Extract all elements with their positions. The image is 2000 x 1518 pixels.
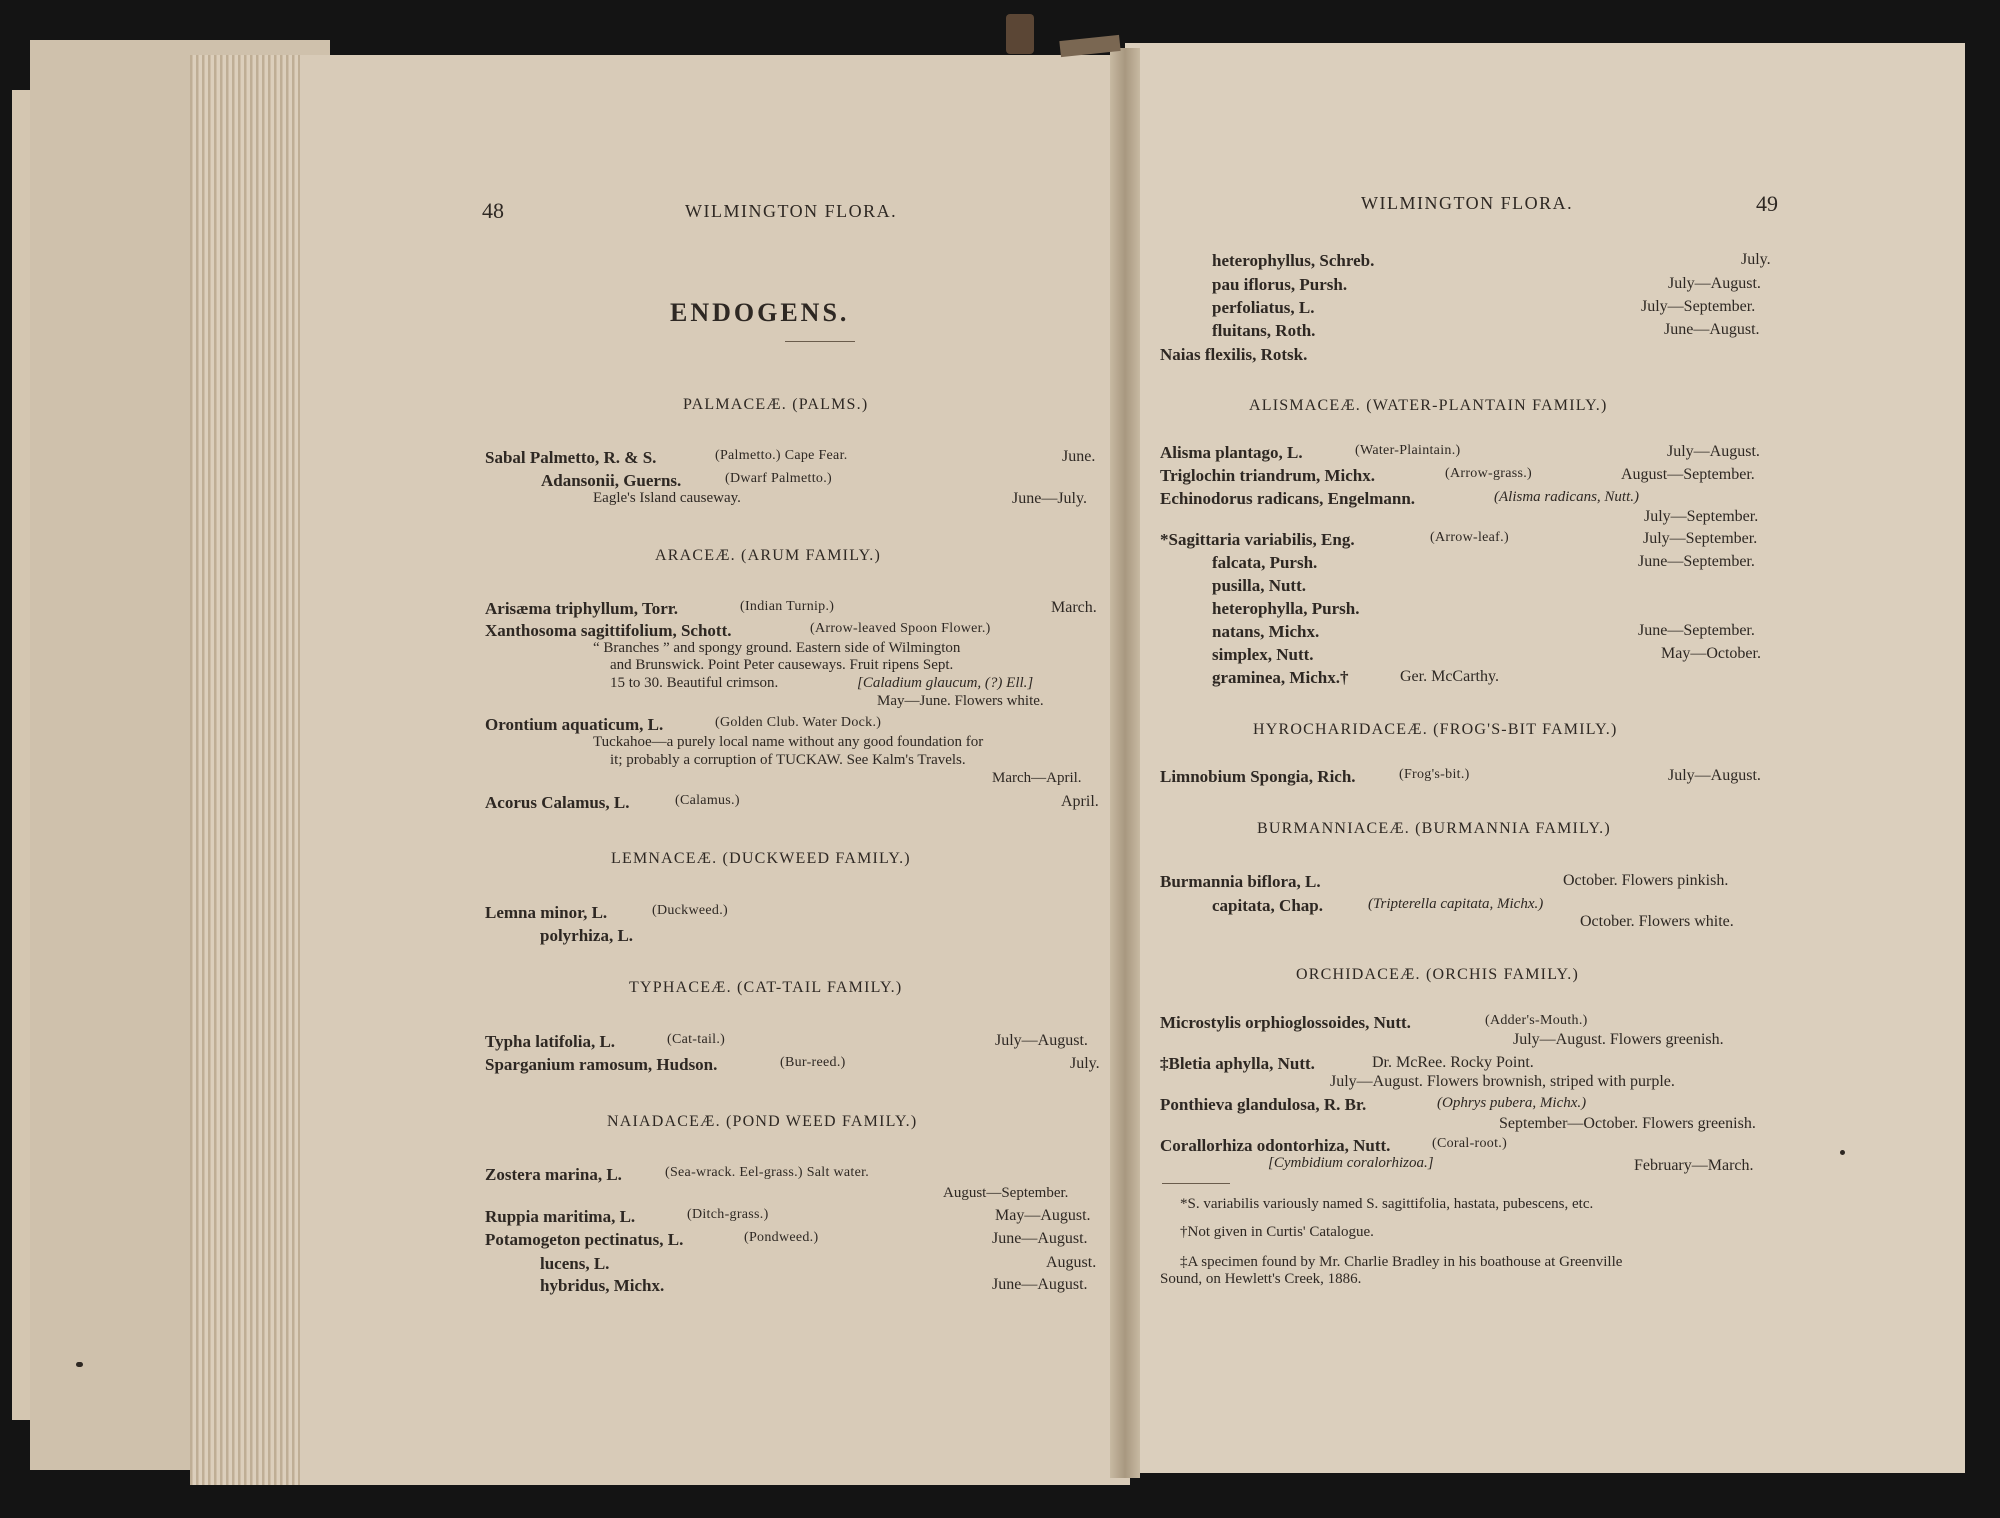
- species-name: Corallorhiza odontorhiza, Nutt.: [1160, 1136, 1391, 1155]
- family-heading: HYROCHARIDACEÆ. (FROG'S-BIT FAMILY.): [1253, 721, 1618, 738]
- flowering-time: July—September.: [1643, 530, 1758, 547]
- synonym-note: (Ophrys pubera, Michx.): [1437, 1095, 1587, 1111]
- flowering-time: June—September.: [1638, 553, 1755, 570]
- species-detail: (Calamus.): [675, 793, 740, 808]
- species-name: heterophylla, Pursh.: [1212, 599, 1360, 618]
- flowering-time: October. Flowers pinkish.: [1563, 872, 1729, 889]
- family-heading: ALISMACEÆ. (WATER-PLANTAIN FAMILY.): [1249, 397, 1608, 414]
- footnote: Sound, on Hewlett's Creek, 1886.: [1160, 1271, 1362, 1287]
- species-name: Typha latifolia, L.: [485, 1032, 616, 1051]
- synonym-note: (Tripterella capitata, Michx.): [1368, 896, 1544, 912]
- divider-rule: [785, 341, 855, 342]
- page-number: 49: [1756, 191, 1778, 216]
- flowering-time: October. Flowers white.: [1580, 913, 1734, 930]
- flowering-time: July—August.: [1668, 767, 1761, 784]
- flowering-time: June—August.: [1664, 321, 1760, 338]
- family-heading: LEMNACEÆ. (DUCKWEED FAMILY.): [611, 850, 911, 867]
- species-detail: it; probably a corruption of TUCKAW. See Kalm's Travels.: [610, 752, 966, 768]
- species-name: Triglochin triandrum, Michx.: [1160, 466, 1376, 485]
- species-name: natans, Michx.: [1212, 622, 1320, 641]
- synonym-note: (Alisma radicans, Nutt.): [1494, 489, 1639, 505]
- species-detail: (Indian Turnip.): [740, 599, 835, 614]
- species-name: Acorus Calamus, L.: [485, 793, 630, 812]
- species-detail: 15 to 30. Beautiful crimson.: [610, 675, 779, 691]
- bookmark-tab: [1006, 14, 1034, 54]
- species-detail: Eagle's Island causeway.: [593, 490, 741, 506]
- species-name: Microstylis orphioglossoides, Nutt.: [1160, 1013, 1411, 1032]
- species-detail: (Adder's-Mouth.): [1485, 1013, 1588, 1028]
- flowering-time: June.: [1062, 448, 1096, 465]
- flowering-time: March.: [1051, 599, 1097, 616]
- species-detail: (Cat-tail.): [667, 1032, 726, 1047]
- species-name: Potamogeton pectinatus, L.: [485, 1230, 684, 1249]
- flowering-time: August—September.: [943, 1185, 1069, 1201]
- species-name: capitata, Chap.: [1212, 896, 1323, 915]
- running-head: WILMINGTON FLORA.: [1361, 193, 1574, 213]
- species-detail: and Brunswick. Point Peter causeways. Fruit ripens Sept.: [610, 657, 954, 673]
- species-name: fluitans, Roth.: [1212, 321, 1316, 340]
- flowering-time: February—March.: [1634, 1157, 1754, 1174]
- footnote: *S. variabilis variously named S. sagittifolia, hastata, pubescens, etc.: [1180, 1196, 1594, 1212]
- species-name: falcata, Pursh.: [1212, 553, 1318, 572]
- ink-speck: [1840, 1150, 1845, 1155]
- species-name: heterophyllus, Schreb.: [1212, 251, 1375, 270]
- flowering-time: April.: [1061, 793, 1099, 810]
- family-heading: PALMACEÆ. (PALMS.): [683, 396, 869, 413]
- species-detail: (Coral-root.): [1432, 1136, 1508, 1151]
- species-detail: Tuckahoe—a purely local name without any good foundation for: [593, 734, 984, 750]
- flowering-time: May—June. Flowers white.: [877, 693, 1044, 709]
- species-name: Burmannia biflora, L.: [1160, 872, 1321, 891]
- flowering-time: September—October. Flowers greenish.: [1499, 1115, 1756, 1132]
- flowering-time: June—July.: [1012, 490, 1087, 507]
- species-name: perfoliatus, L.: [1212, 298, 1315, 317]
- section-title: ENDOGENS.: [670, 298, 850, 327]
- species-detail: (Pondweed.): [744, 1230, 819, 1245]
- flowering-time: March—April.: [992, 770, 1082, 786]
- species-name: hybridus, Michx.: [540, 1276, 665, 1295]
- family-heading: ORCHIDACEÆ. (ORCHIS FAMILY.): [1296, 966, 1579, 983]
- species-detail: (Water-Plaintain.): [1355, 443, 1461, 458]
- species-name: *Sagittaria variabilis, Eng.: [1160, 530, 1355, 549]
- species-detail: (Palmetto.) Cape Fear.: [715, 448, 848, 463]
- synonym-note: [Caladium glaucum, (?) Ell.]: [857, 675, 1034, 691]
- species-detail: (Frog's-bit.): [1399, 767, 1470, 782]
- species-name: polyrhiza, L.: [540, 926, 634, 945]
- family-heading: BURMANNIACEÆ. (BURMANNIA FAMILY.): [1257, 820, 1611, 837]
- running-head: WILMINGTON FLORA.: [685, 201, 898, 221]
- footnote: ‡A specimen found by Mr. Charlie Bradley in his boathouse at Greenville: [1180, 1254, 1623, 1270]
- flowering-time: July—August. Flowers brownish, striped with purple.: [1330, 1073, 1675, 1090]
- species-detail: Ger. McCarthy.: [1400, 668, 1499, 685]
- flowering-time: August—September.: [1621, 466, 1755, 483]
- species-detail: (Arrow-leaved Spoon Flower.): [810, 621, 991, 636]
- species-name: simplex, Nutt.: [1212, 645, 1314, 664]
- species-name: pusilla, Nutt.: [1212, 576, 1306, 595]
- flowering-time: July—August. Flowers greenish.: [1513, 1031, 1724, 1048]
- flowering-time: July—August.: [1667, 443, 1760, 460]
- species-name: Lemna minor, L.: [485, 903, 608, 922]
- species-name: Echinodorus radicans, Engelmann.: [1160, 489, 1416, 508]
- species-detail: (Dwarf Palmetto.): [725, 471, 832, 486]
- species-name: graminea, Michx.†: [1212, 668, 1349, 687]
- species-name: pau iflorus, Pursh.: [1212, 275, 1348, 294]
- flowering-time: July—September.: [1641, 298, 1756, 315]
- flowering-time: May—October.: [1661, 645, 1761, 662]
- flowering-time: August.: [1046, 1254, 1097, 1271]
- species-detail: Dr. McRee. Rocky Point.: [1372, 1054, 1534, 1071]
- flowering-time: July.: [1070, 1055, 1100, 1072]
- footnote: †Not given in Curtis' Catalogue.: [1180, 1224, 1374, 1240]
- species-name: lucens, L.: [540, 1254, 610, 1273]
- book-gutter: [1110, 48, 1140, 1478]
- species-detail: (Ditch-grass.): [687, 1207, 769, 1222]
- page-number: 48: [482, 198, 504, 223]
- species-detail: (Bur-reed.): [780, 1055, 846, 1070]
- species-name: Arisæma triphyllum, Torr.: [485, 599, 679, 618]
- flowering-time: May—August.: [995, 1207, 1091, 1224]
- species-detail: (Sea-wrack. Eel-grass.) Salt water.: [665, 1165, 870, 1180]
- flowering-time: July.: [1741, 251, 1771, 268]
- species-name: Xanthosoma sagittifolium, Schott.: [485, 621, 732, 640]
- flowering-time: June—September.: [1638, 622, 1755, 639]
- species-detail: “ Branches ” and spongy ground. Eastern side of Wilmington: [593, 640, 961, 656]
- species-name: Sabal Palmetto, R. & S.: [485, 448, 657, 467]
- species-name: Ponthieva glandulosa, R. Br.: [1160, 1095, 1367, 1114]
- page-edges: [190, 55, 300, 1485]
- species-name: Alisma plantago, L.: [1160, 443, 1303, 462]
- flowering-time: July—September.: [1644, 508, 1759, 525]
- species-detail: (Golden Club. Water Dock.): [715, 715, 882, 730]
- family-heading: TYPHACEÆ. (CAT-TAIL FAMILY.): [629, 979, 903, 996]
- species-name: Orontium aquaticum, L.: [485, 715, 664, 734]
- species-name: Zostera marina, L.: [485, 1165, 622, 1184]
- species-detail: (Duckweed.): [652, 903, 728, 918]
- species-name: Naias flexilis, Rotsk.: [1160, 345, 1308, 364]
- flowering-time: July—August.: [1668, 275, 1761, 292]
- flowering-time: June—August.: [992, 1230, 1088, 1247]
- synonym-note: [Cymbidium coralorhizoa.]: [1268, 1155, 1434, 1171]
- flowering-time: June—August.: [992, 1276, 1088, 1293]
- species-detail: (Arrow-leaf.): [1430, 530, 1509, 545]
- species-detail: (Arrow-grass.): [1445, 466, 1533, 481]
- family-heading: NAIADACEÆ. (POND WEED FAMILY.): [607, 1113, 918, 1130]
- species-name: ‡Bletia aphylla, Nutt.: [1160, 1054, 1315, 1073]
- species-name: Ruppia maritima, L.: [485, 1207, 636, 1226]
- ink-speck: [76, 1362, 83, 1367]
- footnote-rule: [1162, 1183, 1230, 1184]
- species-name: Sparganium ramosum, Hudson.: [485, 1055, 718, 1074]
- flowering-time: July—August.: [995, 1032, 1088, 1049]
- family-heading: ARACEÆ. (ARUM FAMILY.): [655, 547, 882, 564]
- species-name: Adansonii, Guerns.: [541, 471, 682, 490]
- species-name: Limnobium Spongia, Rich.: [1160, 767, 1356, 786]
